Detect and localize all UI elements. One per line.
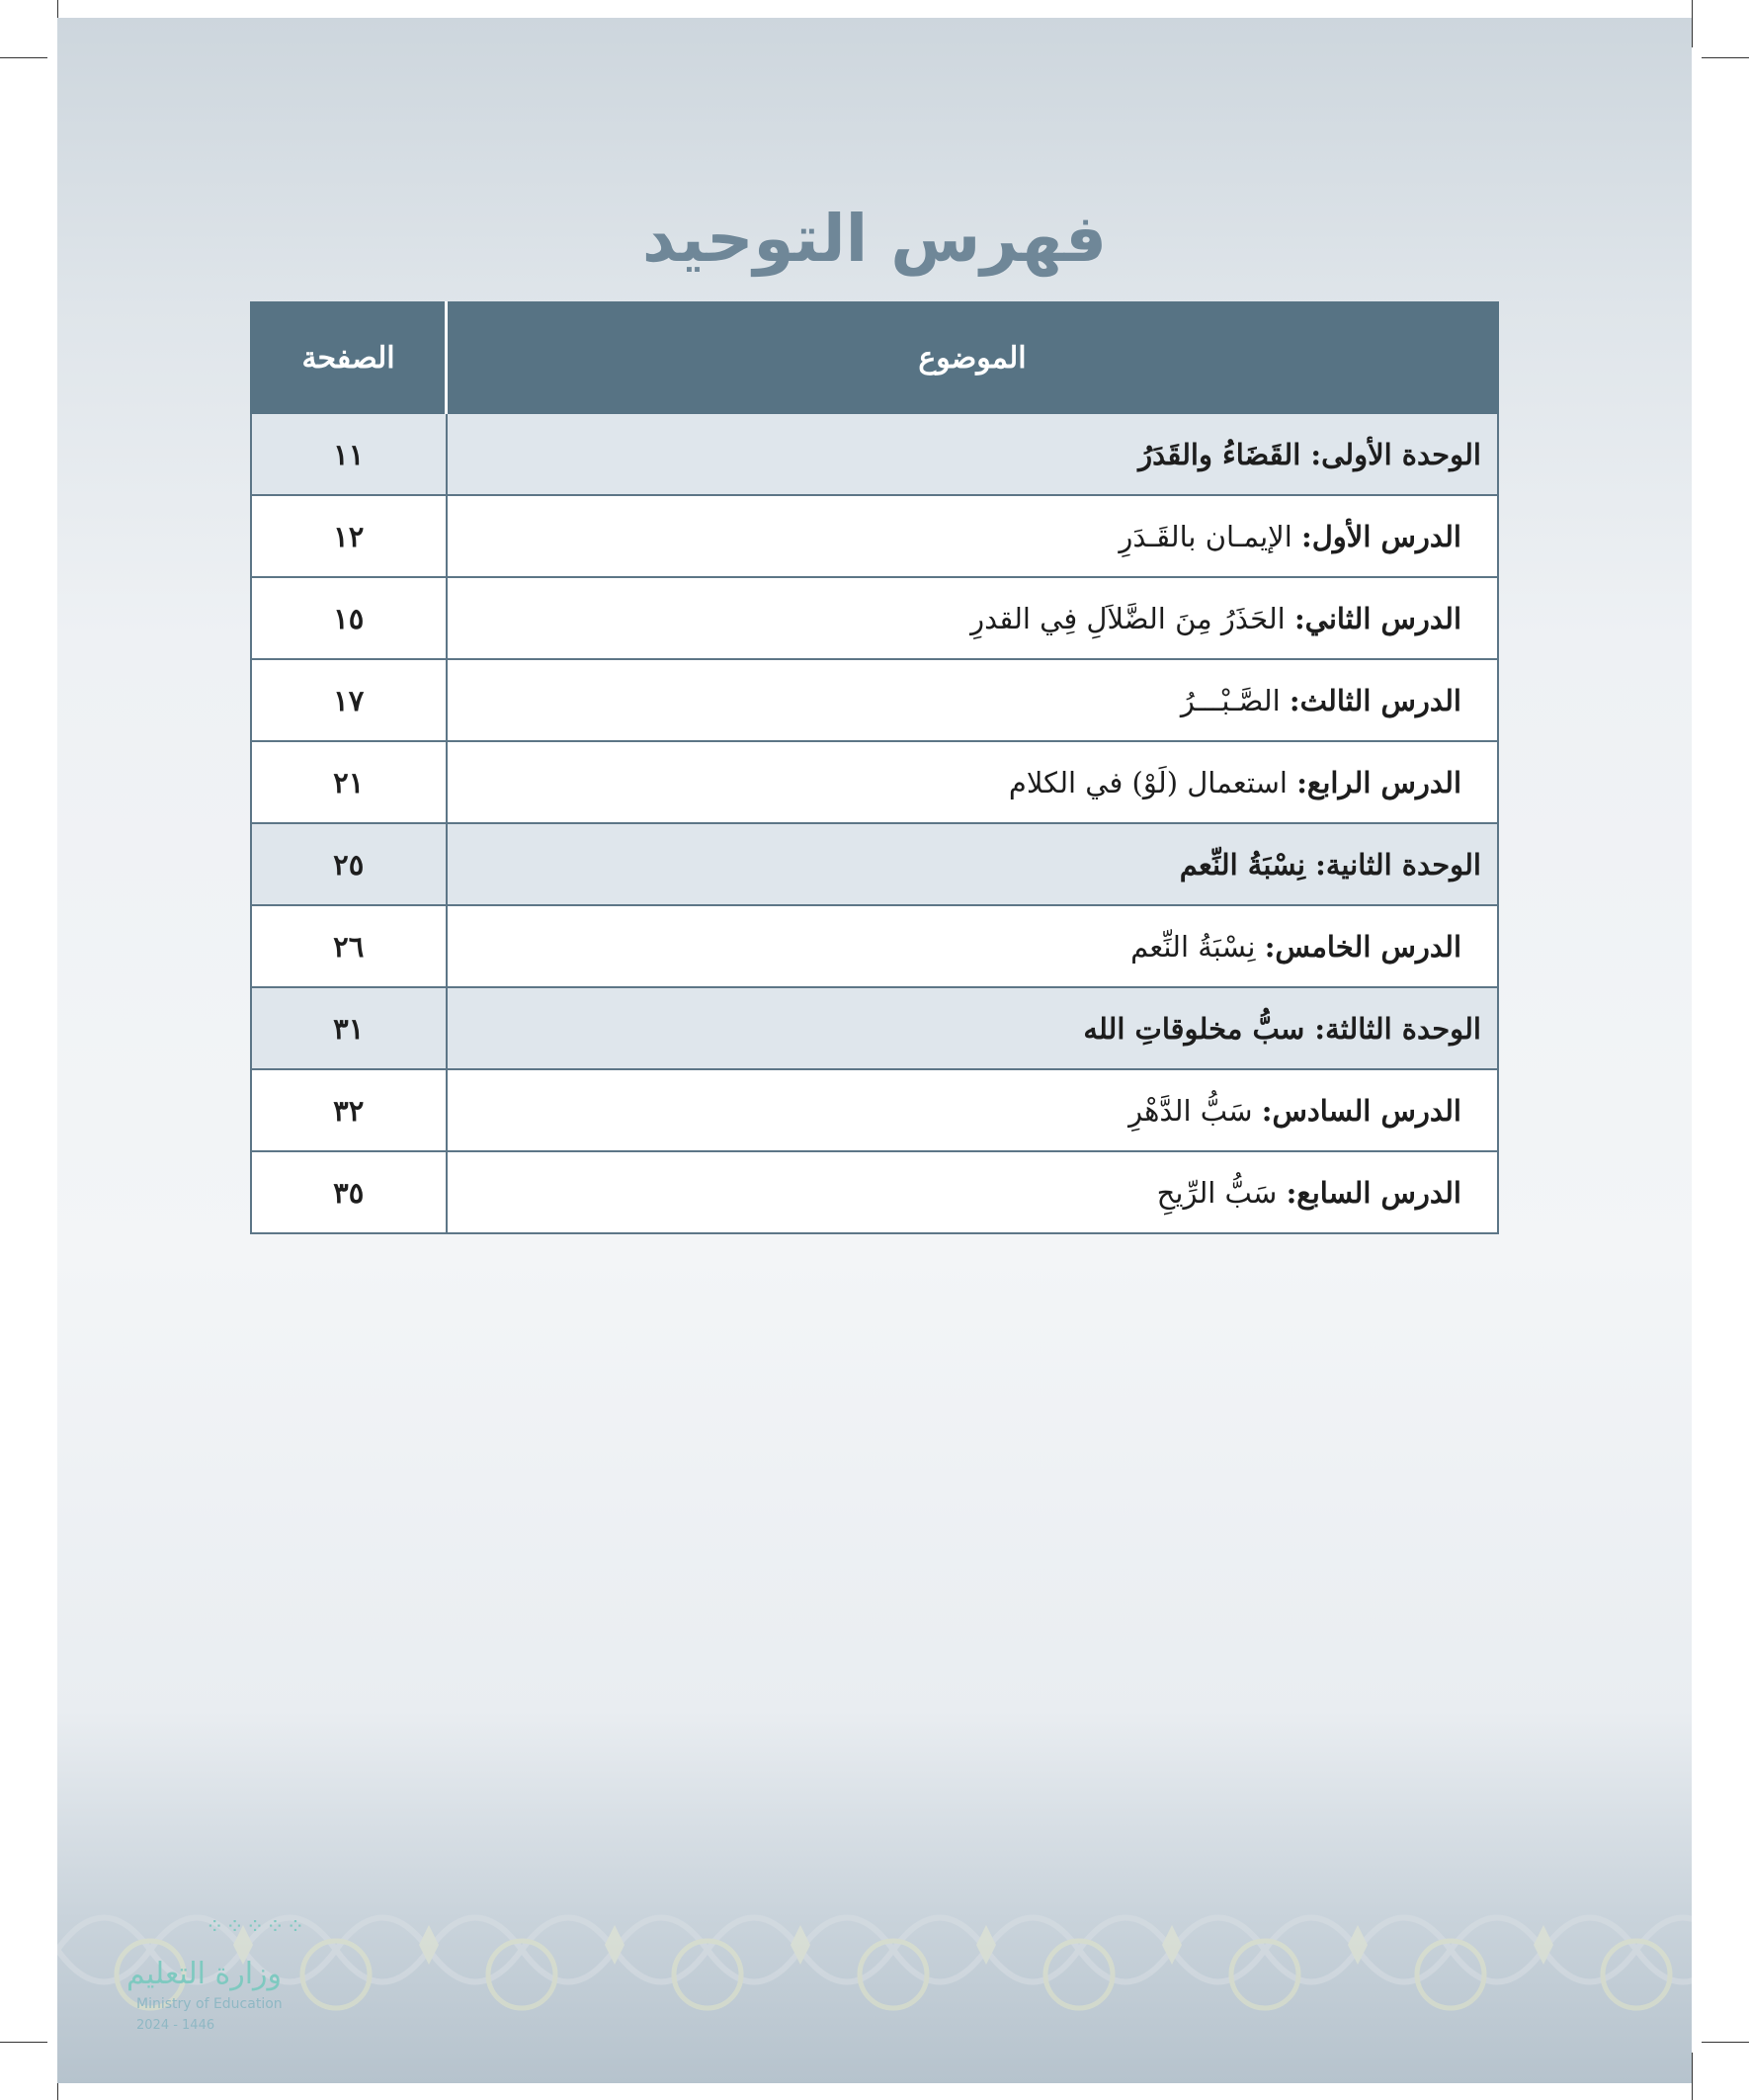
header-topic: الموضوع (447, 302, 1499, 413)
logo-arabic: وزارة التعليم (126, 1957, 283, 1991)
crop-mark (1702, 2042, 1749, 2043)
topic-cell: الوحدة الثالثة: سبُّ مخلوقاتِ الله (447, 987, 1499, 1069)
table-row (251, 495, 1498, 577)
topic-cell: الدرس الثالث: الصَّـبْـــرُ (447, 659, 1499, 741)
page-cell: ١٥ (251, 577, 447, 659)
logo-year: 2024 - 1446 (136, 2018, 215, 2033)
topic-cell: الدرس الأول: الإيمـان بالقَـدَرِ (447, 495, 1499, 577)
topic-cell: الدرس السابع: سَبُّ الرِّيحِ (447, 1151, 1499, 1233)
topic-cell: الدرس الخامس: نِسْبَةُ النِّعم (447, 905, 1499, 987)
header-page: الصفحة (251, 302, 447, 413)
topic-cell: الدرس الرابع: استعمال (لَوْ) في الكلام (447, 741, 1499, 823)
page-cell: ١٢ (251, 495, 447, 577)
table-row (251, 413, 1498, 495)
page-cell: ٢١ (251, 741, 447, 823)
logo-mark-icon: ⁘⁘⁘⁘⁘ (206, 1915, 307, 1940)
topic-cell: الدرس السادس: سَبُّ الدَّهْرِ (447, 1069, 1499, 1151)
table-row (251, 659, 1498, 741)
page-title: فهرس التوحيد (641, 201, 1108, 277)
page-cell: ١١ (251, 413, 447, 495)
toc-table (250, 301, 1499, 1234)
page-cell: ٢٦ (251, 905, 447, 987)
table-row (251, 905, 1498, 987)
topic-cell: الوحدة الثانية: نِسْبَةُ النِّعم (447, 823, 1499, 905)
crop-mark (0, 57, 47, 58)
page-cell: ١٧ (251, 659, 447, 741)
table-row (251, 1069, 1498, 1151)
page-cell: ٣٢ (251, 1069, 447, 1151)
table-header-row (251, 302, 1498, 413)
logo-english: Ministry of Education (136, 1996, 283, 2012)
page-cell: ٣١ (251, 987, 447, 1069)
page-cell: ٣٥ (251, 1151, 447, 1233)
ministry-logo (97, 1915, 334, 2044)
crop-mark (1692, 0, 1693, 47)
page-cell: ٢٥ (251, 823, 447, 905)
table-row (251, 1151, 1498, 1233)
topic-cell: الوحدة الأولى: القَضَاءُ والقَدَرُ (447, 413, 1499, 495)
page (57, 18, 1692, 2083)
table-row (251, 823, 1498, 905)
crop-mark (0, 2042, 47, 2043)
topic-cell: الدرس الثاني: الحَذَرُ مِنَ الضَّلاَلِ فِي القدرِ (447, 577, 1499, 659)
table-row (251, 741, 1498, 823)
table-row (251, 987, 1498, 1069)
table-row (251, 577, 1498, 659)
crop-mark (1692, 2053, 1693, 2100)
crop-mark (1702, 57, 1749, 58)
